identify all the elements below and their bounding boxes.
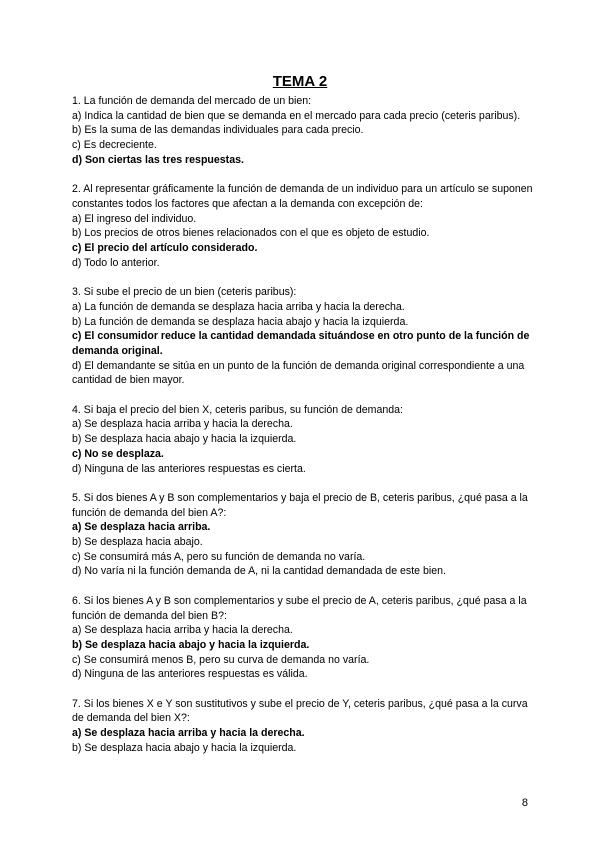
- answer-option: d) Todo lo anterior.: [72, 256, 160, 269]
- answer-option: a) La función de demanda se desplaza hacia arriba y hacia la derecha.: [72, 300, 405, 313]
- question-block: [72, 403, 534, 477]
- question-text: 2. Al representar gráficamente la función de demanda de un individuo para un artículo se suponen constantes todos los factores que afectan a la demanda con excepción de:: [72, 183, 533, 210]
- correct-answer-option: a) Se desplaza hacia arriba y hacia la derecha.: [72, 727, 305, 740]
- answer-option: b) Es la suma de las demandas individuales para cada precio.: [72, 124, 364, 137]
- question-block: [72, 697, 534, 756]
- question-text: 6. Si los bienes A y B son complementarios y sube el precio de A, ceteris paribus, ¿qué pasa a la función de demanda del bien B?:: [72, 594, 527, 622]
- answer-option: b) La función de demanda se desplaza hacia abajo y hacia la izquierda.: [72, 315, 409, 328]
- answer-option: a) El ingreso del individuo.: [72, 212, 197, 225]
- answer-option: a) Se desplaza hacia arriba y hacia la derecha.: [72, 418, 293, 431]
- answer-option: d) El demandante se sitúa en un punto de la función de demanda original correspondiente a una cantidad de bien mayor.: [72, 359, 525, 387]
- question-list: [72, 94, 534, 770]
- answer-option: d) No varía ni la función demanda de A, ni la cantidad demandada de este bien.: [72, 565, 446, 578]
- question-text: 4. Si baja el precio del bien X, ceteris paribus, su función de demanda:: [72, 403, 403, 416]
- page-title: TEMA 2: [272, 73, 328, 90]
- correct-answer-option: c) No se desplaza.: [72, 447, 164, 460]
- answer-option: b) Se desplaza hacia abajo y hacia la izquierda.: [72, 741, 297, 754]
- question-text: 5. Si dos bienes A y B son complementarios y baja el precio de B, ceteris paribus, ¿qué pasa a la función de demanda del bien A?:: [72, 491, 528, 519]
- answer-option: b) Se desplaza hacia abajo.: [72, 536, 203, 549]
- correct-answer-option: c) El consumidor reduce la cantidad demandada situándose en otro punto de la función de demanda original.: [72, 330, 530, 357]
- correct-answer-option: c) El precio del artículo considerado.: [72, 242, 258, 255]
- answer-option: d) Ninguna de las anteriores respuestas es cierta.: [72, 462, 306, 475]
- answer-option: c) Se consumirá más A, pero su función de demanda no varía.: [72, 550, 366, 563]
- question-block: [72, 594, 534, 682]
- correct-answer-option: b) Se desplaza hacia abajo y hacia la izquierda.: [72, 638, 310, 651]
- page-number: 8: [521, 797, 528, 809]
- answer-option: c) Es decreciente.: [72, 139, 157, 152]
- correct-answer-option: d) Son ciertas las tres respuestas.: [72, 153, 244, 166]
- question-text: 3. Si sube el precio de un bien (ceteris paribus):: [72, 286, 297, 299]
- question-block: [72, 491, 534, 579]
- question-block: [72, 182, 534, 270]
- correct-answer-option: a) Se desplaza hacia arriba.: [72, 521, 211, 534]
- answer-option: a) Se desplaza hacia arriba y hacia la derecha.: [72, 624, 293, 637]
- question-text: 7. Si los bienes X e Y son sustitutivos y sube el precio de Y, ceteris paribus, ¿qué pasa a la curva de demanda del bien X?:: [72, 697, 528, 725]
- question-block: [72, 94, 534, 168]
- answer-option: c) Se consumirá menos B, pero su curva de demanda no varía.: [72, 653, 370, 666]
- answer-option: b) Los precios de otros bienes relacionados con el que es objeto de estudio.: [72, 227, 430, 240]
- answer-option: b) Se desplaza hacia abajo y hacia la izquierda.: [72, 433, 297, 446]
- answer-option: d) Ninguna de las anteriores respuestas es válida.: [72, 668, 308, 681]
- answer-option: a) Indica la cantidad de bien que se demanda en el mercado para cada precio (ceteris paribus).: [72, 109, 521, 122]
- question-block: [72, 285, 534, 388]
- question-text: 1. La función de demanda del mercado de un bien:: [72, 95, 312, 107]
